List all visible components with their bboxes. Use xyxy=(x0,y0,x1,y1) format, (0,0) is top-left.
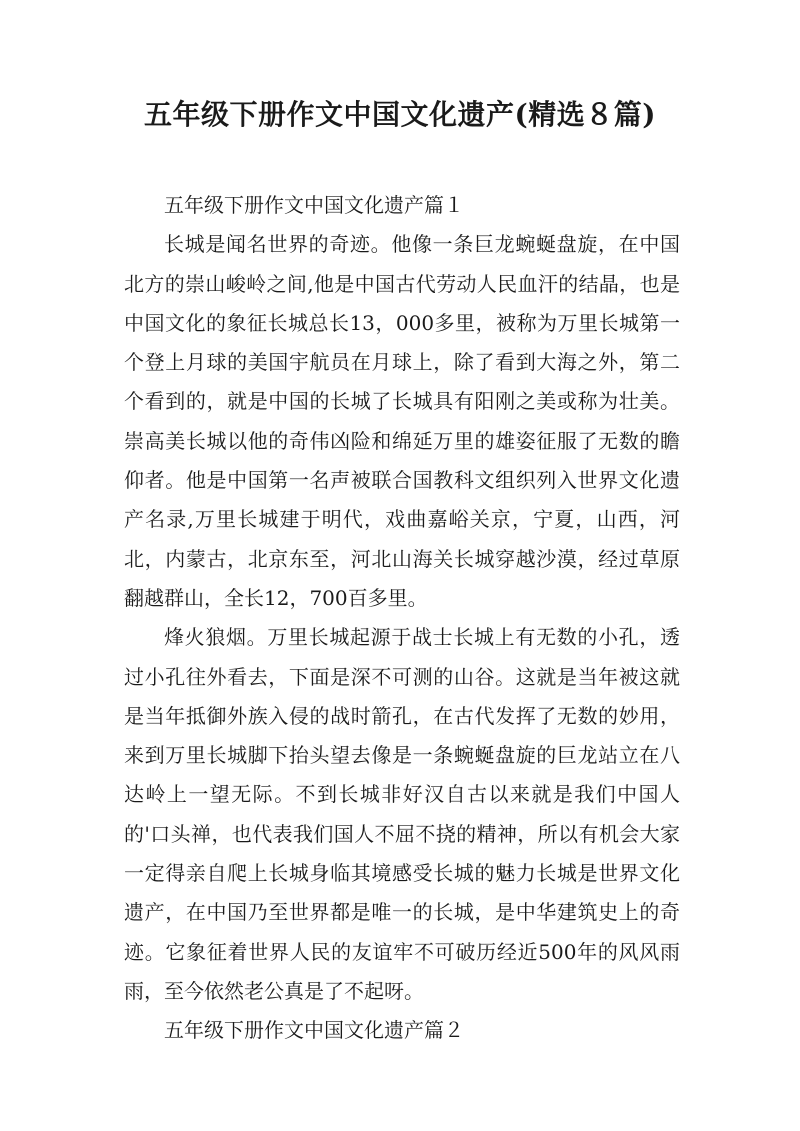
body-paragraph-2: 烽火狼烟。万里长城起源于战士长城上有无数的小孔，透过小孔往外看去，下面是深不可测的山谷。这就是当年被这就是当年抵御外族入侵的战时箭孔，在古代发挥了无数的妙用，来到万里长城脚下抬头望去像是一条蜿蜒盘旋的巨龙站立在八达岭上一望无际。不到长城非好汉自古以来就是我们中国人的'口头禅，也代表我们国人不屈不挠的精神，所以有机会大家一定得亲自爬上长城身临其境感受长城的魅力长城是世界文化遗产，在中国乃至世界都是唯一的长城，是中华建筑史上的奇迹。它象征着世界人民的友谊牢不可破历经近500年的风风雨雨，至今依然老公真是了不起呀。 xyxy=(124,625,680,1003)
body-paragraph-1: 长城是闻名世界的奇迹。他像一条巨龙蜿蜒盘旋，在中国北方的崇山峻岭之间,他是中国古代劳动人民血汗的结晶，也是中国文化的象征长城总长13，000多里，被称为万里长城第一个登上月球的美国宇航员在月球上，除了看到大海之外，第二个看到的，就是中国的长城了长城具有阳刚之美或称为壮美。崇高美长城以他的奇伟凶险和绵延万里的雄姿征服了无数的瞻仰者。他是中国第一名声被联合国教科文组织列入世界文化遗产名录,万里长城建于明代，戏曲嘉峪关京，宁夏，山西，河北，内蒙古，北京东至，河北山海关长城穿越沙漠，经过草原翻越群山，全长12，700百多里。 xyxy=(124,232,680,610)
section-heading-2: 五年级下册作文中国文化遗产篇２ xyxy=(164,1018,464,1043)
document-title: 五年级下册作文中国文化遗产(精选８篇) xyxy=(144,98,656,131)
document-body xyxy=(124,186,680,1051)
section-heading-1: 五年级下册作文中国文化遗产篇１ xyxy=(164,193,464,217)
